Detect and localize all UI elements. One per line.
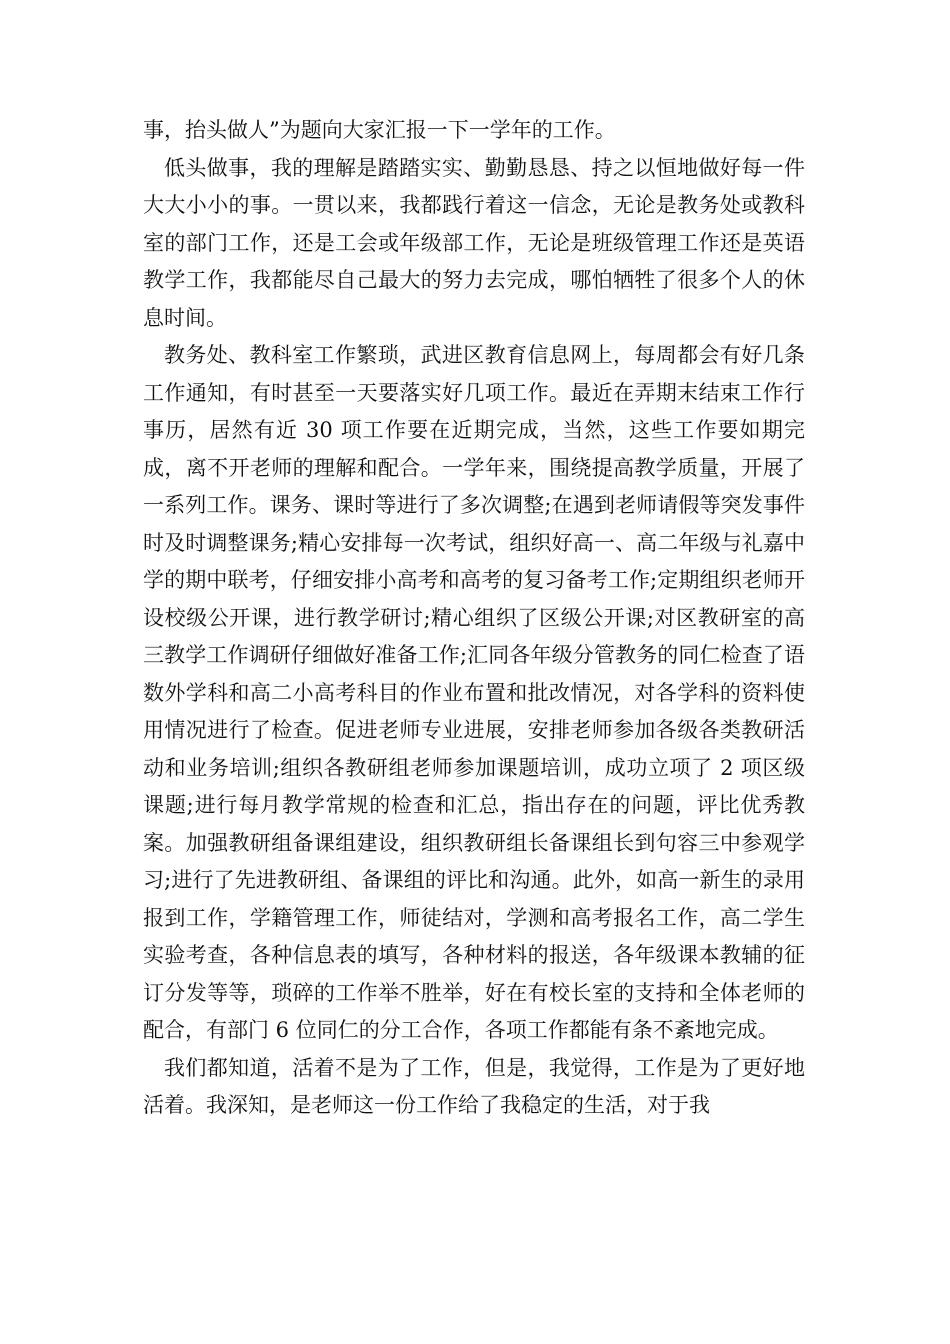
paragraph-3: 教务处、教科室工作繁琐，武进区教育信息网上，每周都会有好几条工作通知，有时甚至一天要落实好几项工作。最近在弄期末结束工作行事历，居然有近 30 项工作要在近期完成，当然，这些工作要如期完成，离不开老师的理解和配合。一学年来，围绕提高教学质量，开展了一系列工作。课务、课时等进行了多次调整;在遇到老师请假等突发事件时及时调整课务;精心安排每一次考试，组织好高一、高二年级与礼嘉中学的期中联考，仔细安排小高考和高考的复习备考工作;定期组织老师开设校级公开课，进行教学研讨;精心组织了区级公开课;对区教研室的高三教学工作调研仔细做好准备工作;汇同各年级分管教务的同仁检查了语数外学科和高二小高考科目的作业布置和批改情况，对各学科的资料使用情况进行了检查。促进老师专业进展，安排老师参加各级各类教研活动和业务培训;组织各教研组老师参加课题培训，成功立项了 2 项区级课题;进行每月教学常规的检查和汇总，指出存在的问题，评比优秀教案。加强教研组备课组建设，组织教研组长备课组长到句容三中参观学习;进行了先进教研组、备课组的评比和沟通。此外，如高一新生的录用报到工作，学籍管理工作，师徒结对，学测和高考报名工作，高二学生实验考查，各种信息表的填写，各种材料的报送，各年级课本教辅的征订分发等等，琐碎的工作举不胜举，好在有校长室的支持和全体老师的配合，有部门 6 位同仁的分工合作，各项工作都能有条不紊地完成。 [143, 343, 805, 1042]
paragraph-1: 事，抬头做人”为题向大家汇报一下一学年的工作。 [143, 118, 616, 142]
paragraph-4: 我们都知道，活着不是为了工作，但是，我觉得，工作是为了更好地活着。我深知，是老师这一份工作给了我稳定的生活，对于我 [143, 1055, 805, 1117]
document-body [143, 112, 805, 1125]
paragraph-2: 低头做事，我的理解是踏踏实实、勤勤恳恳、持之以恒地做好每一件大大小小的事。一贯以来，我都践行着这一信念，无论是教务处或教科室的部门工作，还是工会或年级部工作，无论是班级管理工作还是英语教学工作，我都能尽自己最大的努力去完成，哪怕牺牲了很多个人的休息时间。 [143, 155, 805, 330]
